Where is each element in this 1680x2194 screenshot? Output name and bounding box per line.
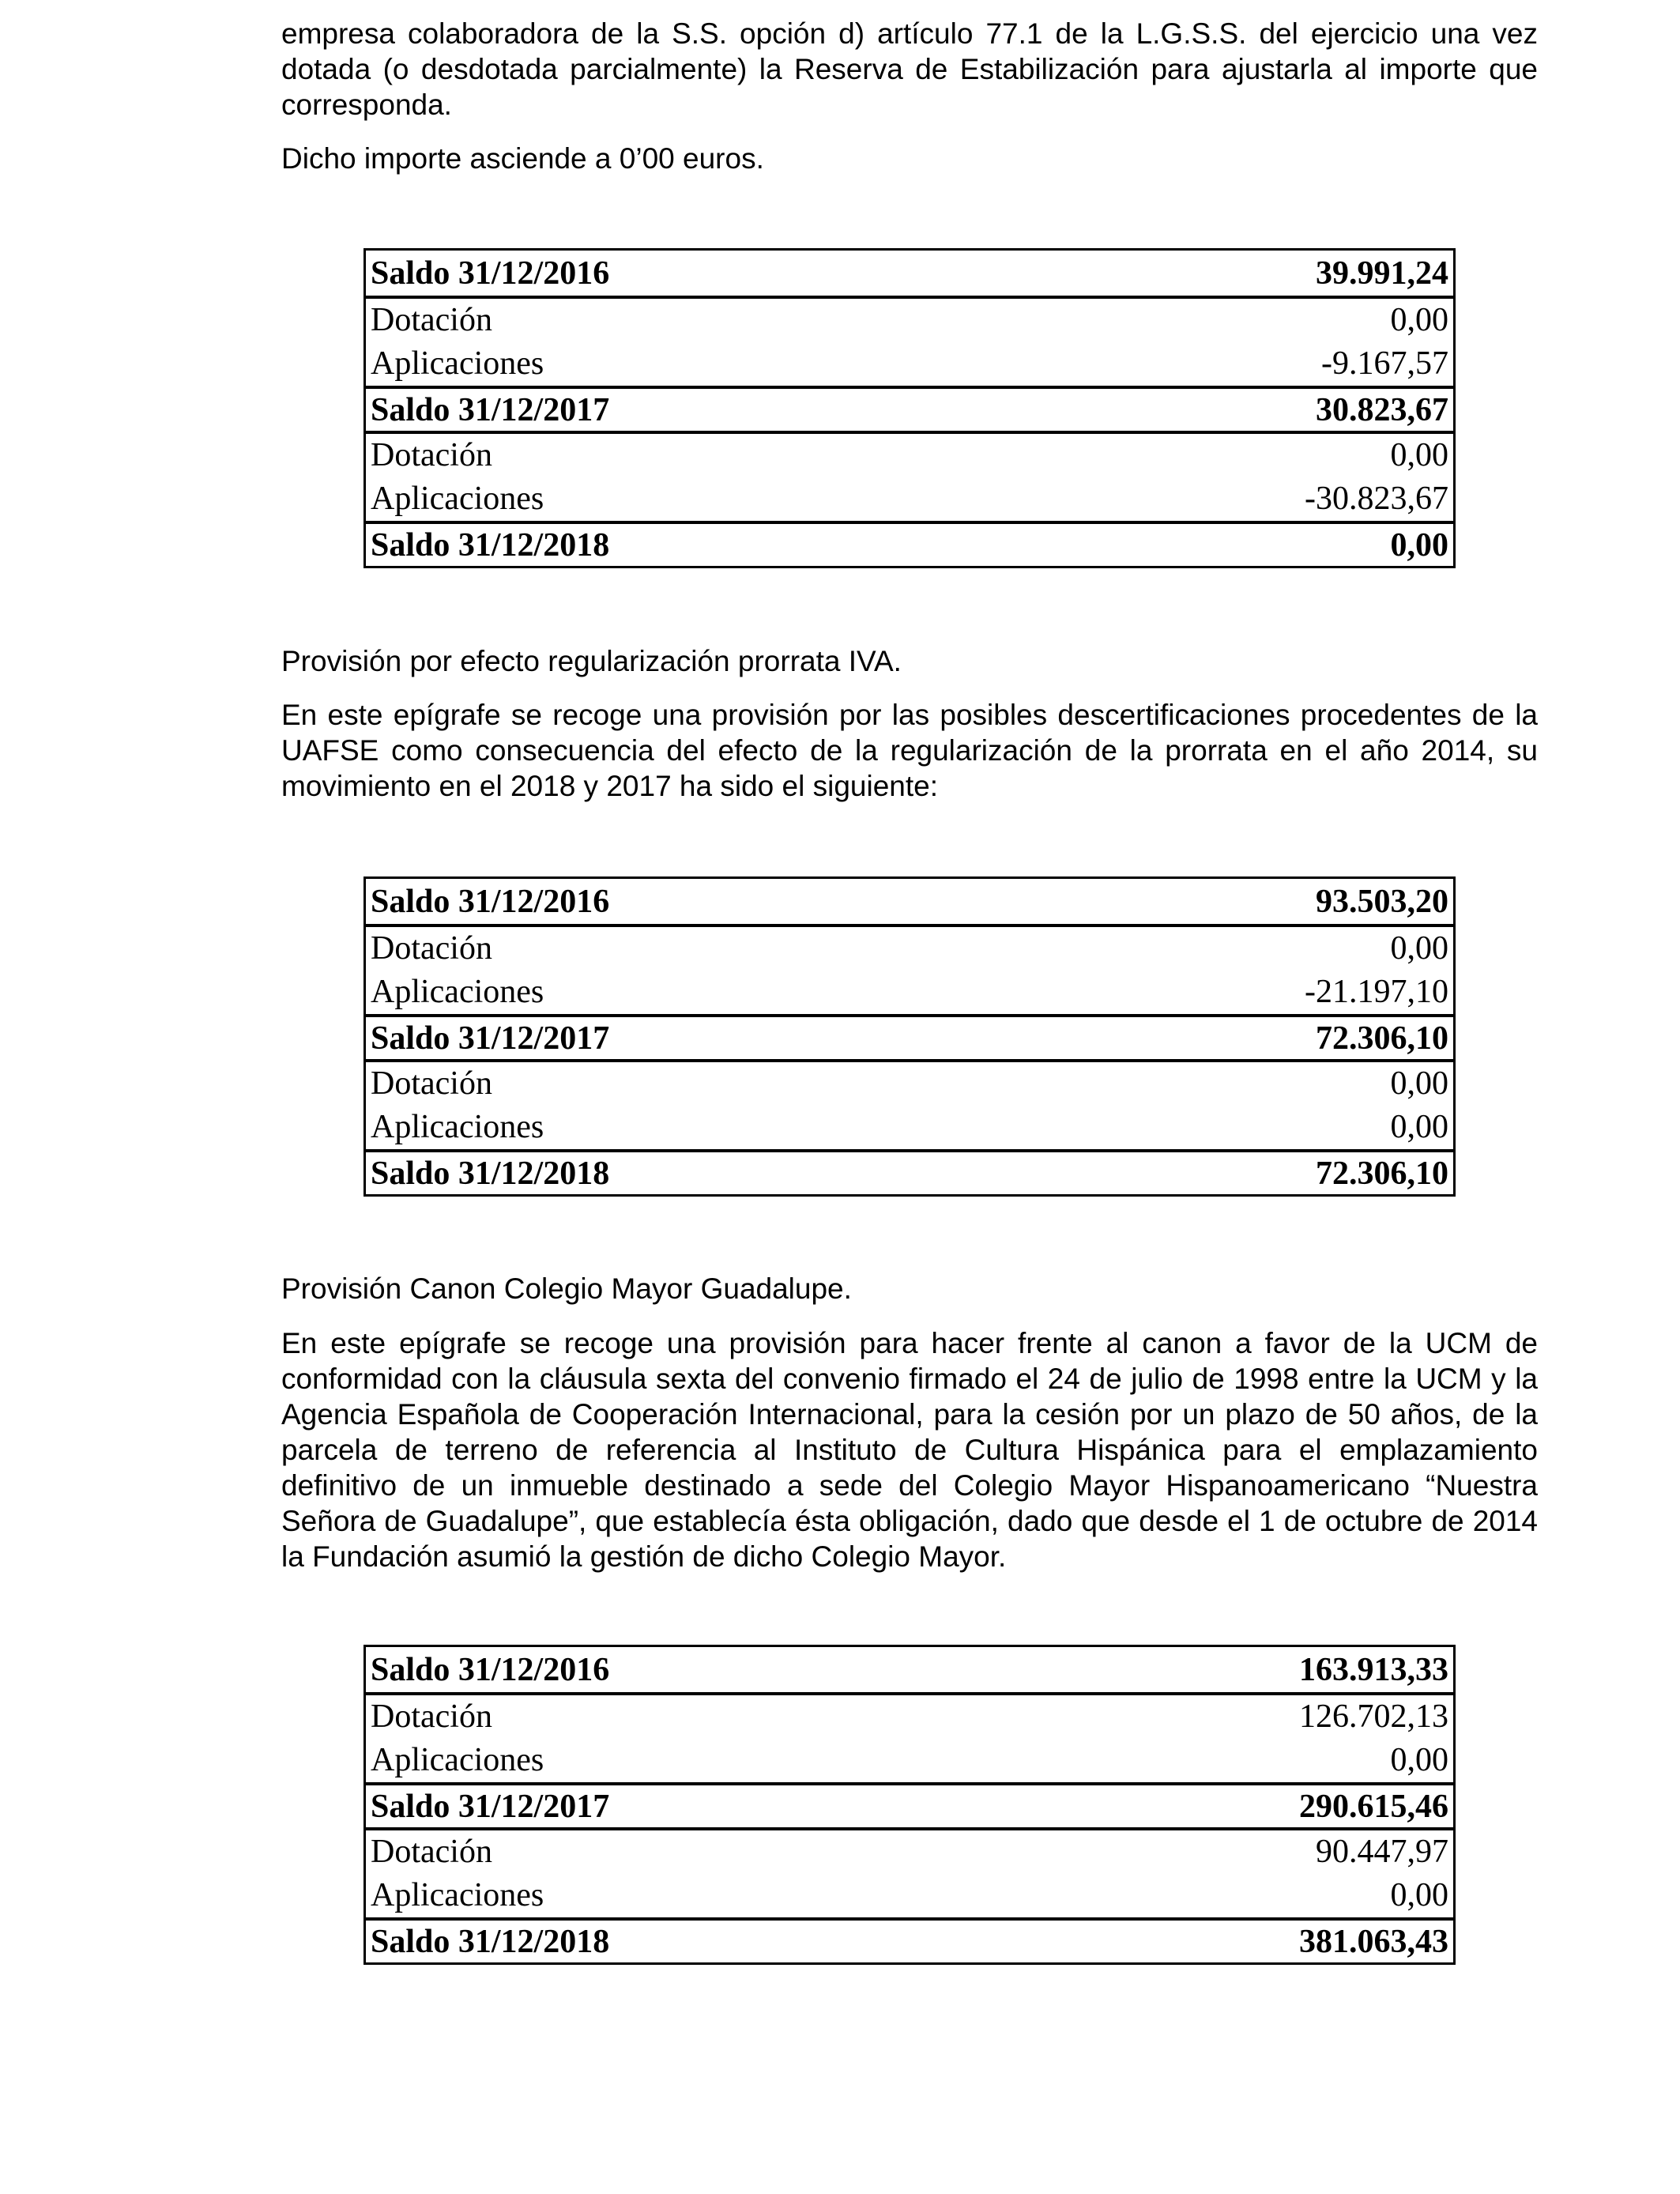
- row-label: Dotación: [371, 929, 492, 967]
- table-row-allocation: [366, 431, 1453, 476]
- table-row-balance-2018: [366, 1917, 1453, 1962]
- row-value: 381.063,43: [1299, 1923, 1448, 1960]
- table-row-balance-2018: [366, 1149, 1453, 1194]
- row-value: 126.702,13: [1299, 1698, 1448, 1735]
- section-paragraph-vat-proration: En este epígrafe se recoge una provisión por las posibles descertificaciones procedentes de la UAFSE como consecuencia del efecto de la regularización de la prorrata en el año 2014, su movimiento en el 2018 y 2017 ha sido el siguiente:: [281, 699, 1538, 802]
- row-label: Saldo 31/12/2018: [371, 1923, 610, 1960]
- table-row-balance-2017: [366, 1014, 1453, 1059]
- table-row-balance-2018: [366, 521, 1453, 566]
- table-row-balance-2016: [366, 879, 1453, 924]
- row-value: 0,00: [1390, 1741, 1448, 1778]
- row-value: 72.306,10: [1316, 1020, 1448, 1057]
- row-label: Dotación: [371, 1065, 492, 1102]
- row-label: Dotación: [371, 436, 492, 473]
- row-value: 163.913,33: [1299, 1651, 1448, 1688]
- row-value: -21.197,10: [1305, 973, 1448, 1010]
- row-value: 0,00: [1390, 301, 1448, 338]
- table-row-applications: [366, 1872, 1453, 1917]
- row-label: Dotación: [371, 1698, 492, 1735]
- table-row-applications: [366, 341, 1453, 386]
- row-label: Aplicaciones: [371, 973, 544, 1010]
- table-row-allocation: [366, 1692, 1453, 1737]
- section-heading-vat-proration: Provisión por efecto regularización prorrata IVA.: [281, 645, 902, 677]
- row-label: Aplicaciones: [371, 1741, 544, 1778]
- row-label: Aplicaciones: [371, 345, 544, 382]
- section-paragraph-canon: En este epígrafe se recoge una provisión para hacer frente al canon a favor de la UCM de conformidad con la cláusula sexta del convenio firmado el 24 de julio de 1998 entre la UCM y la Agencia Española de Cooperación Internacional, para la cesión por un plazo de 50 años, de la parcela de terreno de referencia al Instituto de Cultura Hispánica para el emplazamiento definitivo de un inmueble destinado a sede del Colegio Mayor Hispanoamericano “Nuestra Señora de Guadalupe”, que establecía ésta obligación, dado que desde el 1 de octubre de 2014 la Fundación asumió la gestión de dicho Colegio Mayor.: [281, 1327, 1538, 1573]
- row-label: Dotación: [371, 1833, 492, 1870]
- table-row-allocation: [366, 924, 1453, 969]
- row-value: 0,00: [1390, 436, 1448, 473]
- row-label: Saldo 31/12/2017: [371, 391, 610, 428]
- table-row-applications: [366, 476, 1453, 521]
- row-label: Saldo 31/12/2018: [371, 526, 610, 564]
- row-value: -9.167,57: [1321, 345, 1448, 382]
- row-label: Saldo 31/12/2016: [371, 1651, 610, 1688]
- row-value: 0,00: [1390, 929, 1448, 967]
- section-heading-canon: Provisión Canon Colegio Mayor Guadalupe.: [281, 1272, 852, 1305]
- row-value: 0,00: [1390, 1108, 1448, 1145]
- row-label: Saldo 31/12/2016: [371, 254, 610, 292]
- table-row-allocation: [366, 296, 1453, 341]
- row-label: Aplicaciones: [371, 1108, 544, 1145]
- reserve-balance-table: [363, 248, 1456, 568]
- table-row-allocation: [366, 1059, 1453, 1104]
- row-label: Dotación: [371, 301, 492, 338]
- row-value: 0,00: [1390, 526, 1448, 564]
- row-label: Saldo 31/12/2018: [371, 1155, 610, 1192]
- row-label: Saldo 31/12/2016: [371, 883, 610, 920]
- row-value: 0,00: [1390, 1065, 1448, 1102]
- table-row-balance-2016: [366, 1647, 1453, 1692]
- row-label: Saldo 31/12/2017: [371, 1788, 610, 1825]
- amount-sentence: Dicho importe asciende a 0’00 euros.: [281, 142, 764, 175]
- row-label: Aplicaciones: [371, 480, 544, 517]
- table-row-allocation: [366, 1827, 1453, 1872]
- row-value: 30.823,67: [1316, 391, 1448, 428]
- row-label: Saldo 31/12/2017: [371, 1020, 610, 1057]
- vat-proration-table: [363, 876, 1456, 1197]
- row-value: 39.991,24: [1316, 254, 1448, 292]
- table-row-balance-2017: [366, 386, 1453, 431]
- row-value: 0,00: [1390, 1876, 1448, 1913]
- table-row-balance-2016: [366, 251, 1453, 296]
- table-row-balance-2017: [366, 1782, 1453, 1827]
- intro-paragraph: empresa colaboradora de la S.S. opción d) artículo 77.1 de la L.G.S.S. del ejercicio una vez dotada (o desdotada parcialmente) la Reserva de Estabilización para ajustarla al importe que corresponda.: [281, 17, 1538, 121]
- row-label: Aplicaciones: [371, 1876, 544, 1913]
- row-value: 72.306,10: [1316, 1155, 1448, 1192]
- row-value: -30.823,67: [1305, 480, 1448, 517]
- table-row-applications: [366, 969, 1453, 1014]
- row-value: 290.615,46: [1299, 1788, 1448, 1825]
- table-row-applications: [366, 1104, 1453, 1149]
- table-row-applications: [366, 1737, 1453, 1782]
- row-value: 90.447,97: [1316, 1833, 1448, 1870]
- row-value: 93.503,20: [1316, 883, 1448, 920]
- canon-provision-table: [363, 1645, 1456, 1965]
